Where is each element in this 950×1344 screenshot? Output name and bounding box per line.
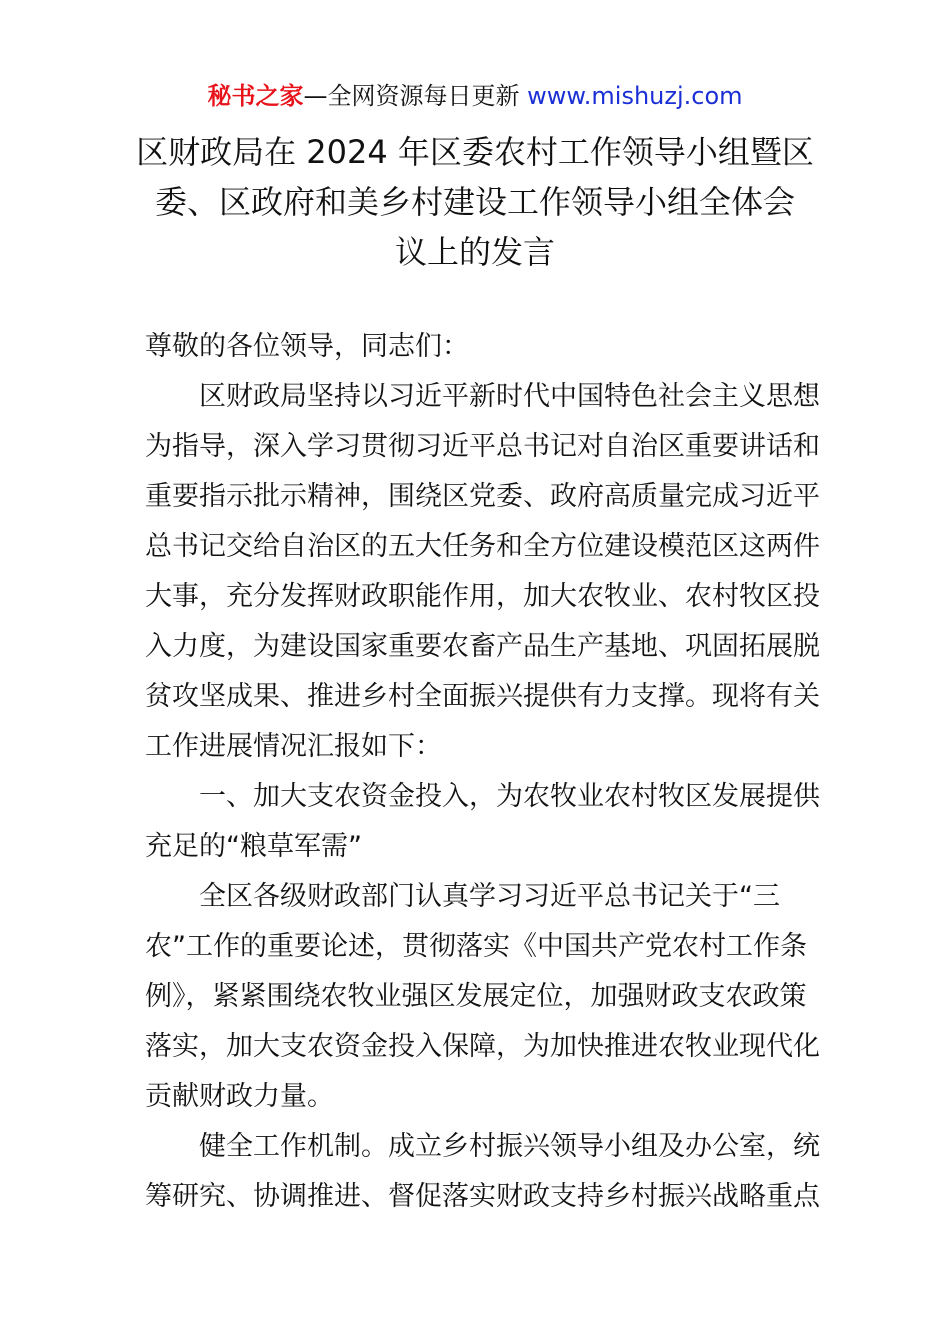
document-title — [100, 127, 850, 277]
section-heading-line: 充足的“粮草军需” — [145, 831, 362, 862]
site-url-link[interactable]: www.mishuzj.com — [527, 82, 743, 110]
document-body — [145, 322, 820, 1222]
title-line: 区财政局在 2024 年区委农村工作领导小组暨区 — [136, 133, 814, 171]
salutation: 尊敬的各位领导，同志们： — [145, 331, 469, 362]
site-tagline: —全网资源每日更新 — [303, 82, 528, 110]
body-line: 贡献财政力量。 — [145, 1081, 334, 1112]
body-line: 工作进展情况汇报如下： — [145, 731, 442, 762]
body-line: 落实，加大支农资金投入保障，为加快推进农牧业现代化 — [145, 1031, 820, 1062]
site-brand: 秘书之家 — [207, 82, 304, 110]
body-line: 入力度，为建设国家重要农畜产品生产基地、巩固拓展脱 — [145, 631, 820, 662]
site-header — [0, 78, 950, 114]
body-line: 健全工作机制。成立乡村振兴领导小组及办公室，统 — [199, 1131, 820, 1162]
body-line: 重要指示批示精神，围绕区党委、政府高质量完成习近平 — [145, 481, 820, 512]
body-line: 总书记交给自治区的五大任务和全方位建设模范区这两件 — [145, 531, 820, 562]
body-line: 贫攻坚成果、推进乡村全面振兴提供有力支撑。现将有关 — [145, 681, 820, 712]
body-line: 全区各级财政部门认真学习习近平总书记关于“三 — [199, 881, 780, 912]
body-line: 大事，充分发挥财政职能作用，加大农牧业、农村牧区投 — [145, 581, 820, 612]
body-line: 区财政局坚持以习近平新时代中国特色社会主义思想 — [199, 381, 820, 412]
title-line: 议上的发言 — [394, 233, 555, 271]
body-line: 农”工作的重要论述，贯彻落实《中国共产党农村工作条 — [145, 931, 807, 962]
body-line: 为指导，深入学习贯彻习近平总书记对自治区重要讲话和 — [145, 431, 820, 462]
section-heading-line: 一、加大支农资金投入，为农牧业农村牧区发展提供 — [199, 781, 820, 812]
title-line: 委、区政府和美乡村建设工作领导小组全体会 — [154, 183, 795, 221]
body-line: 筹研究、协调推进、督促落实财政支持乡村振兴战略重点 — [145, 1181, 820, 1212]
body-line: 例》，紧紧围绕农牧业强区发展定位，加强财政支农政策 — [145, 981, 807, 1012]
